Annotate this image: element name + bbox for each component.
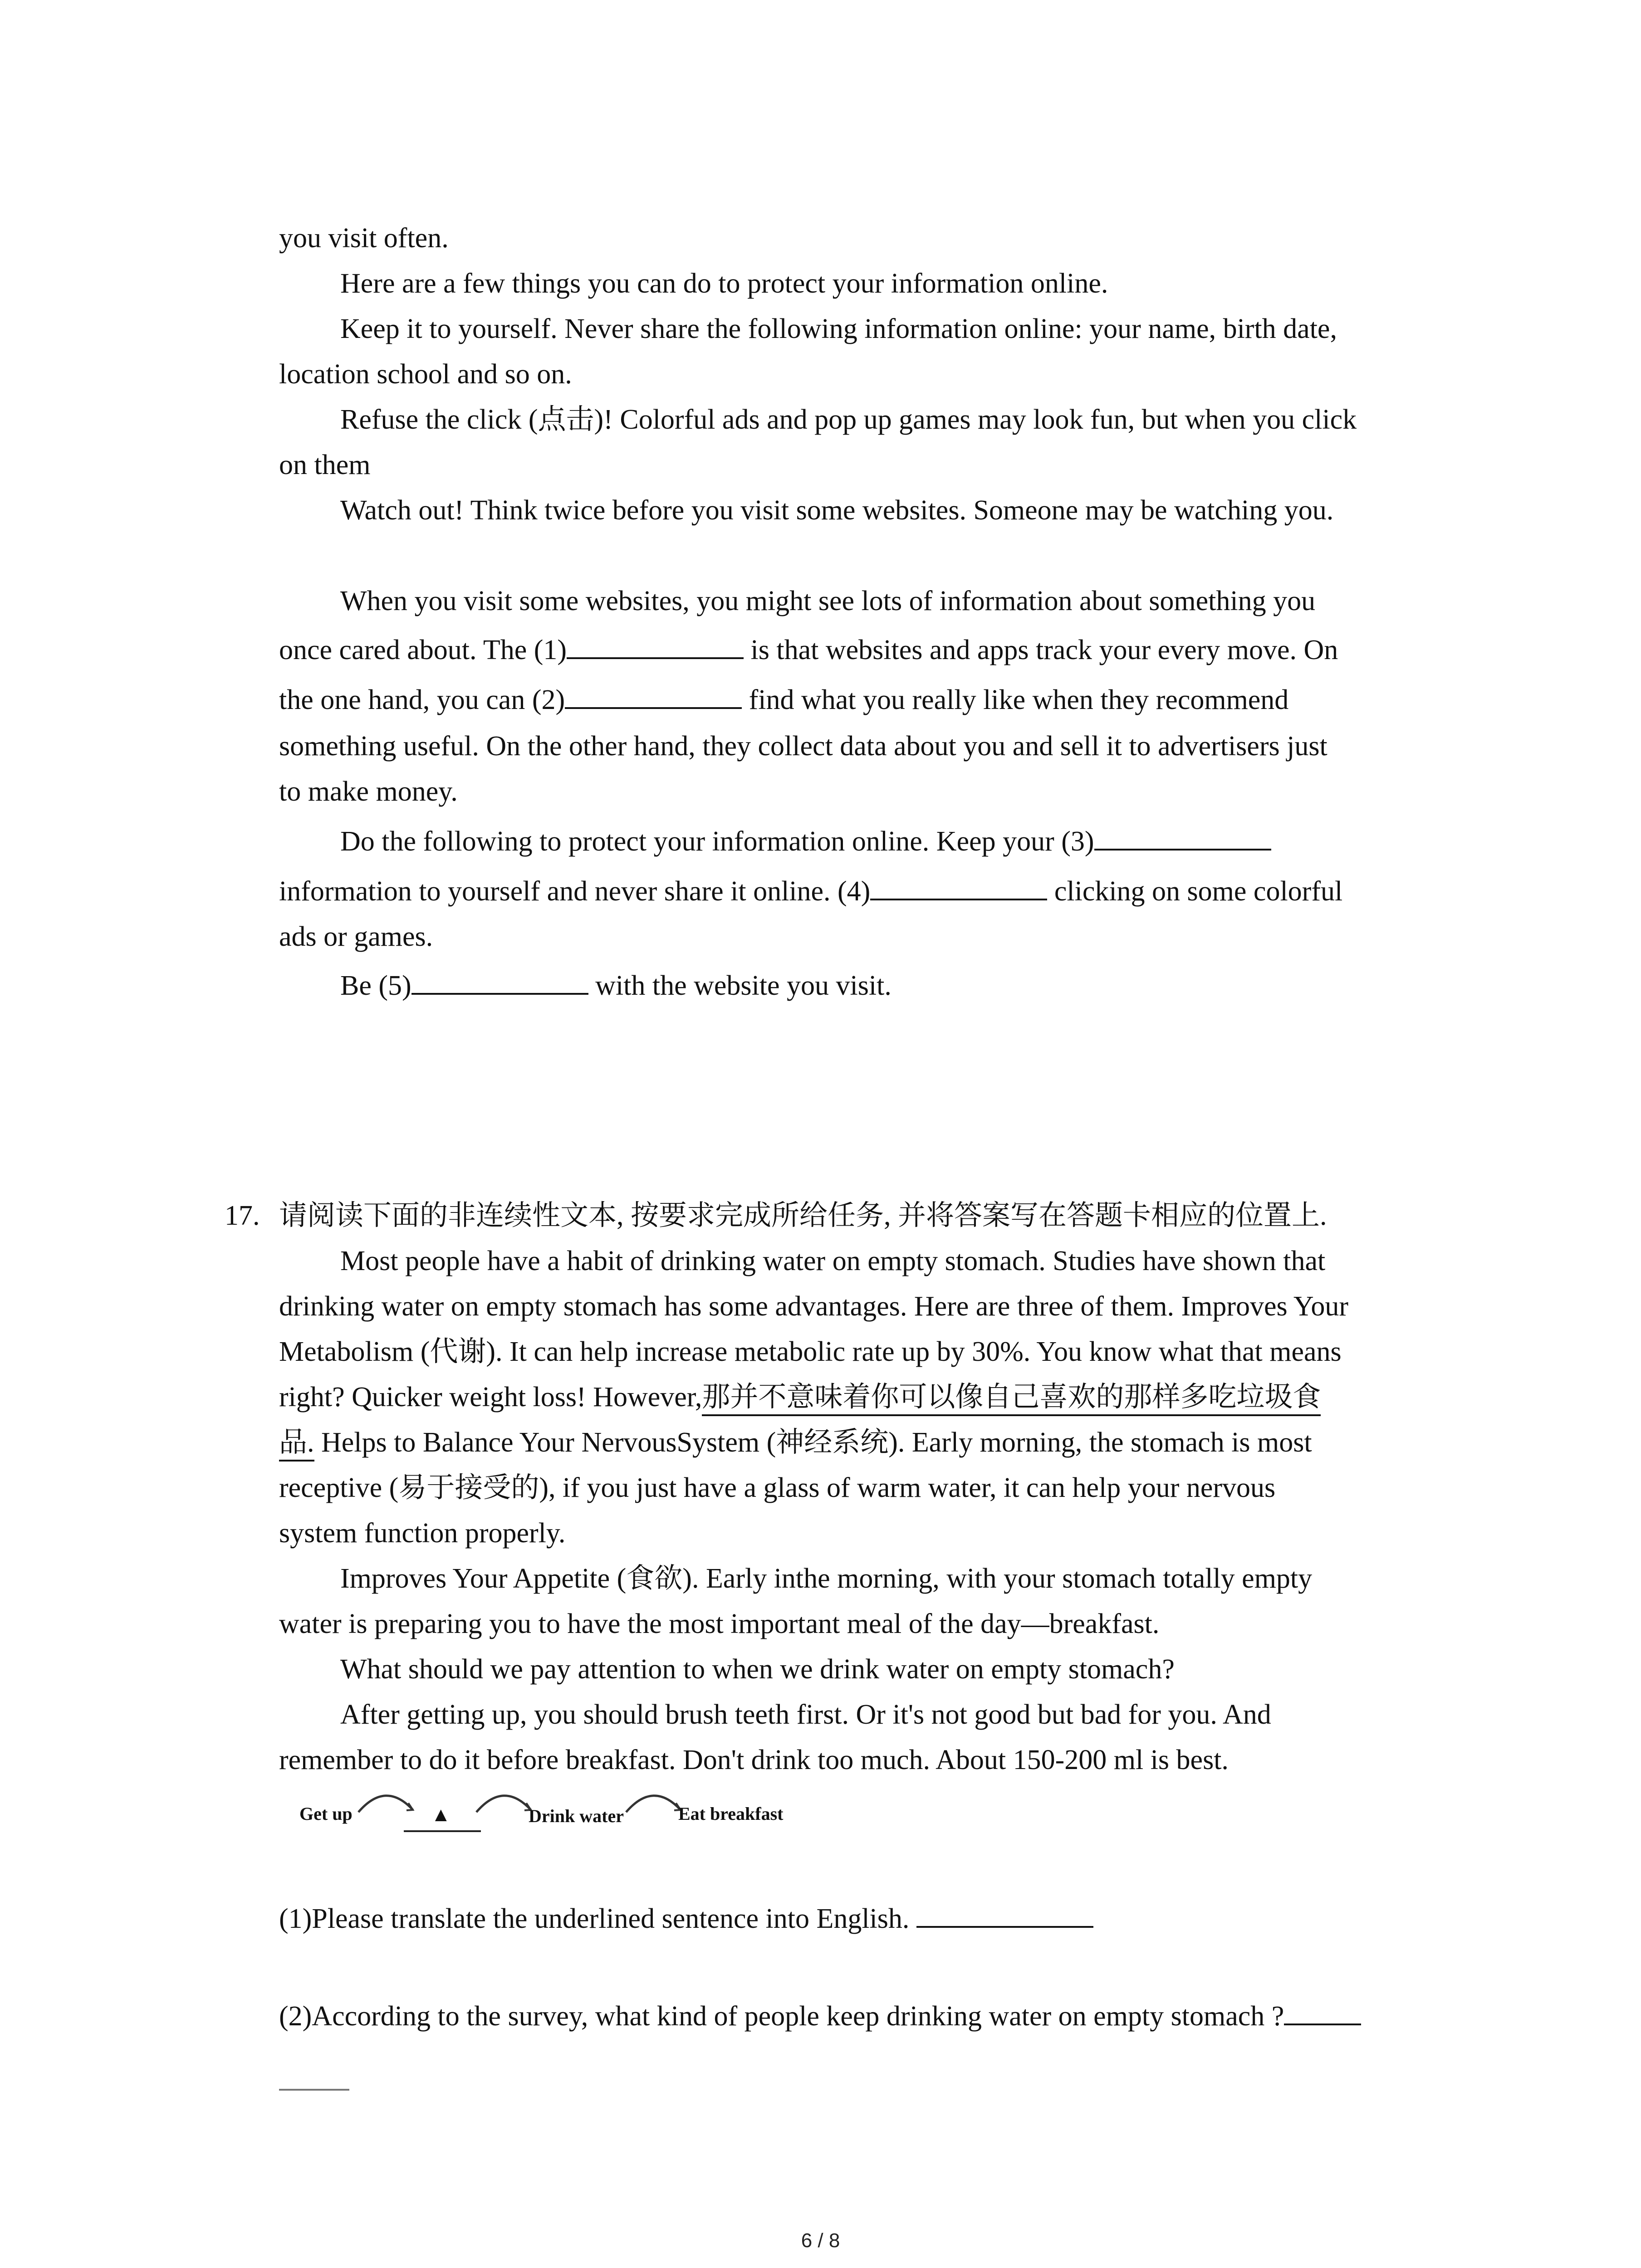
summary-line xyxy=(340,823,1271,860)
page-number: 6 / 8 xyxy=(801,2229,840,2252)
answer-blank-3[interactable] xyxy=(1094,825,1271,850)
summary-line: ads or games. xyxy=(279,921,433,952)
answer-blank-sub2-continued[interactable] xyxy=(279,2089,349,2091)
passage-line: you visit often. xyxy=(279,223,449,254)
passage-line: on them xyxy=(279,450,371,480)
summary-line: When you visit some websites, you might see lots of information about something you xyxy=(340,586,1316,616)
summary-text: Do the following to protect your information online. Keep your (3) xyxy=(340,826,1094,857)
q17-line: Metabolism (代谢). It can help increase metabolic rate up by 30%. You know what that means xyxy=(279,1336,1342,1367)
summary-text: Be (5) xyxy=(340,970,411,1001)
answer-blank-sub1[interactable] xyxy=(916,1902,1093,1928)
sub-question-text: (2)According to the survey, what kind of people keep drinking water on empty stomach ? xyxy=(279,2001,1284,2032)
q17-text: right? Quicker weight loss! However, xyxy=(279,1382,702,1413)
summary-line xyxy=(279,682,1288,718)
q17-line: water is preparing you to have the most important meal of the day—breakfast. xyxy=(279,1608,1160,1639)
curved-arrow-icon xyxy=(476,1796,531,1812)
summary-text: is that websites and apps track your every move. On xyxy=(744,635,1338,665)
q17-line: What should we pay attention to when we drink water on empty stomach? xyxy=(340,1654,1175,1685)
summary-text: once cared about. The (1) xyxy=(279,635,567,665)
question-number: 17. xyxy=(225,1200,260,1231)
summary-line xyxy=(279,873,1342,909)
summary-text: the one hand, you can (2) xyxy=(279,684,565,715)
summary-line xyxy=(340,968,892,1004)
passage-line: Watch out! Think twice before you visit some websites. Someone may be watching you. xyxy=(340,495,1334,526)
sub-question-2 xyxy=(279,1998,1361,2034)
q17-line: system function properly. xyxy=(279,1518,566,1549)
question-instruction: 请阅读下面的非连续性文本, 按要求完成所给任务, 并将答案写在答题卡相应的位置上. xyxy=(279,1200,1327,1231)
passage-line: Keep it to yourself. Never share the following information online: your name, birth date, xyxy=(340,313,1337,344)
answer-blank-5[interactable] xyxy=(411,969,588,995)
q17-line: drinking water on empty stomach has some advantages. Here are three of them. Improves Your xyxy=(279,1291,1349,1322)
flow-step-eat-breakfast: Eat breakfast xyxy=(678,1804,784,1824)
q17-line: remember to do it before breakfast. Don't drink too much. About 150-200 ml is best. xyxy=(279,1745,1229,1775)
passage-line: location school and so on. xyxy=(279,359,572,390)
curved-arrow-icon xyxy=(626,1796,681,1812)
sub-question-text: (1)Please translate the underlined sentence into English. xyxy=(279,1903,916,1934)
q17-line xyxy=(279,1424,1312,1461)
sub-question-1 xyxy=(279,1901,1093,1937)
passage-line: Refuse the click (点击)! Colorful ads and pop up games may look fun, but when you click xyxy=(340,404,1357,435)
q17-line: After getting up, you should brush teeth first. Or it's not good but bad for you. And xyxy=(340,1699,1271,1730)
underlined-sentence: 那并不意味着你可以像自己喜欢的那样多吃垃圾食 xyxy=(702,1382,1321,1416)
summary-line: something useful. On the other hand, they collect data about you and sell it to advertisers just xyxy=(279,731,1327,762)
summary-text: information to yourself and never share it online. (4) xyxy=(279,876,871,907)
curved-arrow-icon xyxy=(358,1796,413,1812)
q17-line: receptive (易于接受的), if you just have a glass of warm water, it can help your nervous xyxy=(279,1472,1276,1503)
q17-line xyxy=(279,1379,1321,1415)
summary-text: find what you really like when they recommend xyxy=(742,684,1289,715)
q17-line: Improves Your Appetite (食欲). Early inthe morning, with your stomach totally empty xyxy=(340,1563,1313,1594)
answer-blank-4[interactable] xyxy=(870,875,1047,900)
flow-step-blank-triangle-icon: ▲ xyxy=(431,1804,451,1826)
q17-text: Helps to Balance Your NervousSystem (神经系统). Early morning, the stomach is most xyxy=(314,1427,1312,1458)
q17-line: Most people have a habit of drinking water on empty stomach. Studies have shown that xyxy=(340,1246,1326,1276)
flow-step-drink-water: Drink water xyxy=(529,1806,624,1826)
summary-text: clicking on some colorful xyxy=(1047,876,1343,907)
summary-line: to make money. xyxy=(279,776,458,807)
passage-line: Here are a few things you can do to protect your information online. xyxy=(340,268,1108,299)
flow-step-get-up: Get up xyxy=(299,1804,353,1824)
summary-line xyxy=(279,632,1338,668)
answer-blank-2[interactable] xyxy=(565,684,742,709)
answer-blank-1[interactable] xyxy=(567,634,744,659)
answer-blank-sub2[interactable] xyxy=(1284,2000,1361,2025)
underlined-sentence-end: 品. xyxy=(279,1427,314,1461)
summary-text: with the website you visit. xyxy=(588,970,892,1001)
